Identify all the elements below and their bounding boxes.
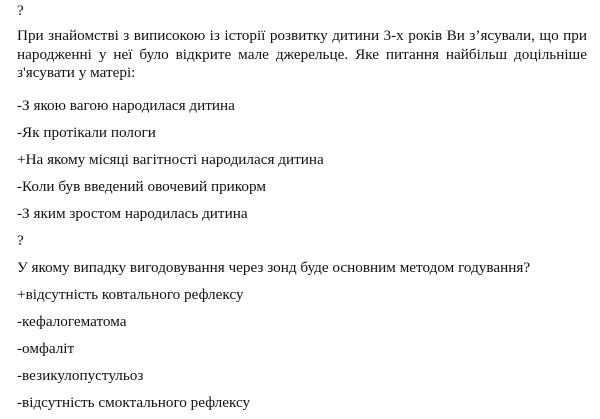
answer-option: -Коли був введений овочевий прикорм [17, 178, 266, 195]
answer-option-correct: +На якому місяці вагітності народилася дитина [17, 151, 324, 168]
question-text: У якому випадку вигодовування через зонд буде основним методом годування? [17, 259, 531, 276]
answer-option: -З яким зростом народилась дитина [17, 205, 248, 222]
question-marker: ? [17, 2, 24, 19]
answer-option: -омфаліт [17, 340, 75, 357]
answer-option: -кефалогематома [17, 313, 127, 330]
question-line: При знайомстві з виписокою із історії розвитку дитини 3-х років Ви з’ясували, що при [17, 27, 587, 44]
question-text [17, 27, 587, 83]
answer-option-correct: +відсутність ковтального рефлексу [17, 286, 244, 303]
question-line: народженні у неї було відкрите мале джерельце. Яке питання найбільш доцільніше [17, 45, 587, 63]
answer-option: -везикулопустульоз [17, 367, 144, 384]
question-line: з'ясувати у матері: [17, 64, 136, 81]
answer-option: -Як протікали пологи [17, 124, 156, 141]
answer-option: -відсутність смоктального рефлексу [17, 394, 251, 411]
question-marker: ? [17, 232, 24, 249]
answer-option: -З якою вагою народилася дитина [17, 97, 235, 114]
